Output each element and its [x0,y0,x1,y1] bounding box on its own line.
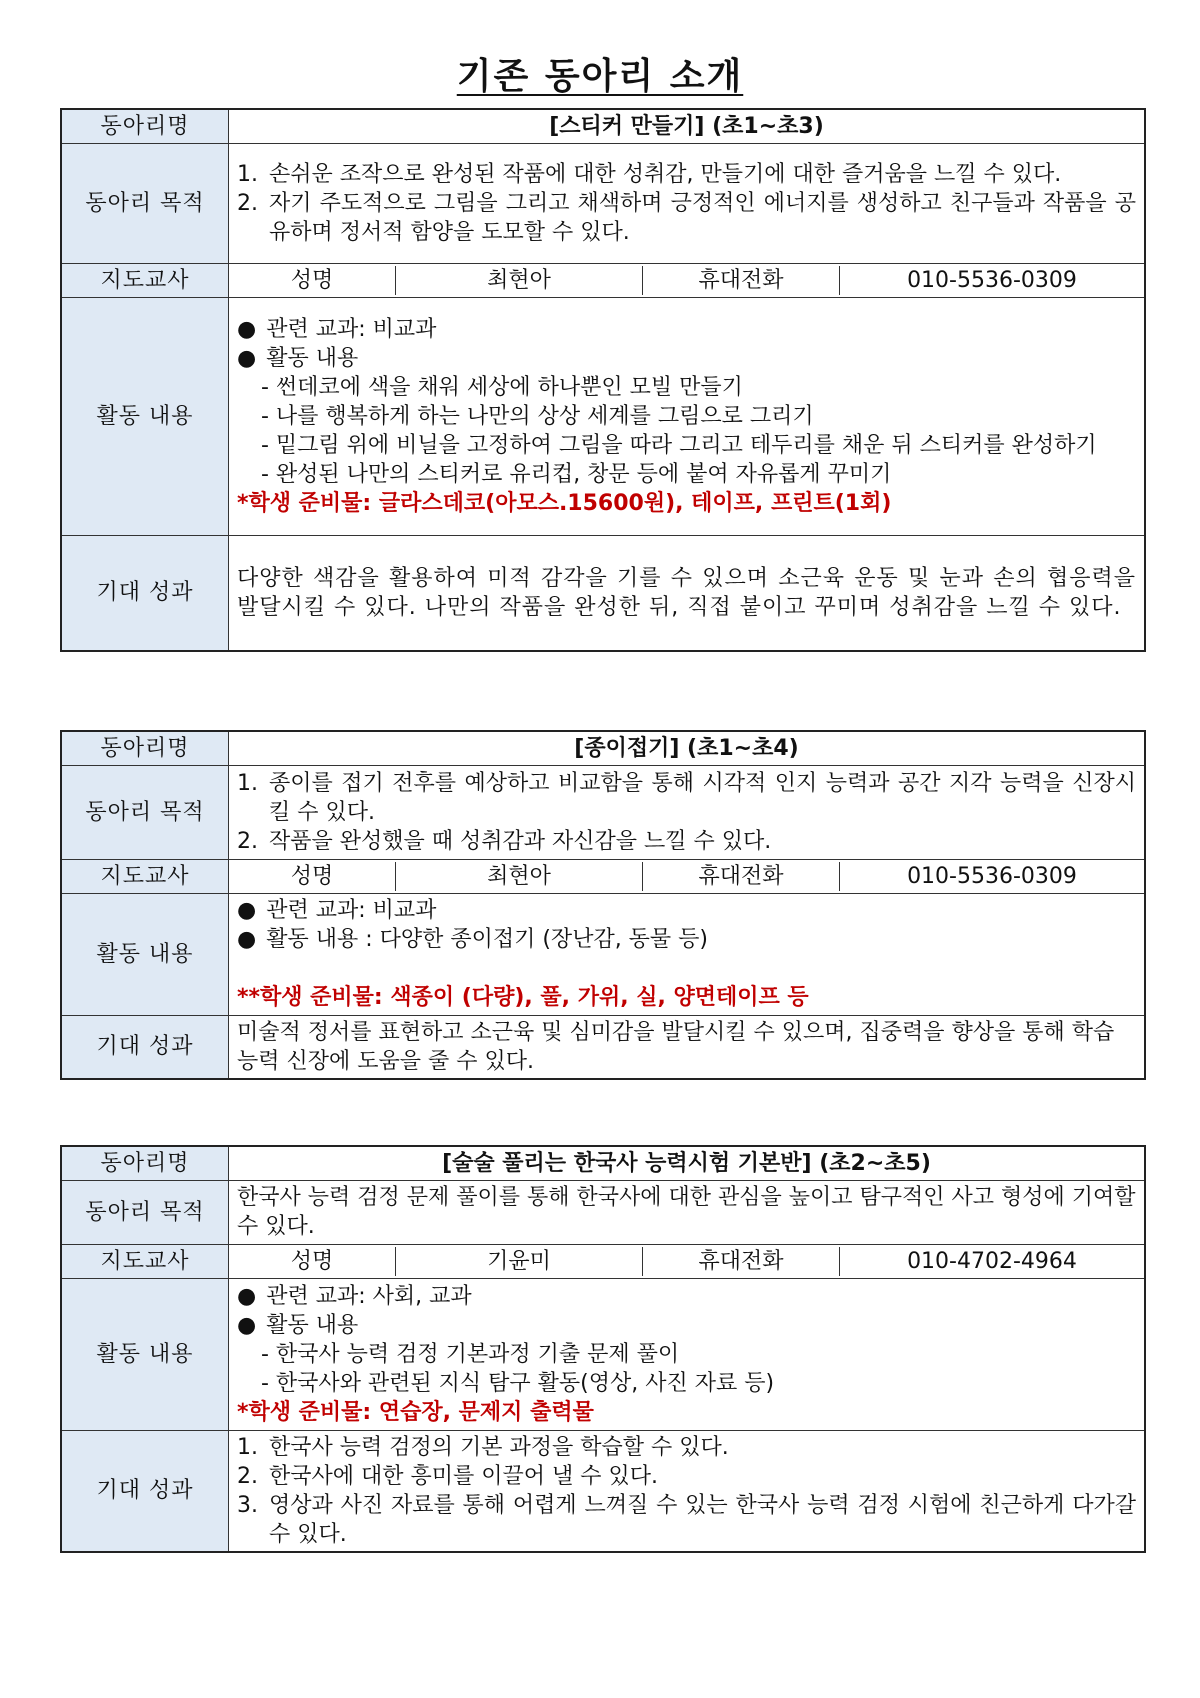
teacher-info [229,1247,1144,1276]
activity-label: 활동 내용 [61,1278,229,1430]
outcome-label: 기대 성과 [61,535,229,651]
activity-heading: ● 활동 내용 [237,1311,1136,1340]
purpose-item: 1. 손쉬운 조작으로 완성된 작품에 대한 성취감, 만들기에 대한 즐거움을 느낄 수 있다. [237,161,1062,187]
outcome-label: 기대 성과 [61,1430,229,1552]
activity-item: - 한국사 능력 검정 기본과정 기출 문제 풀이 [261,1341,680,1367]
teacher-info [229,862,1144,891]
page-title: 기존 동아리 소개 [456,56,744,97]
outcome-item: 1. 한국사 능력 검정의 기본 과정을 학습할 수 있다. [237,1434,729,1460]
subject-line: ● 관련 교과: 사회, 교과 [237,1282,1136,1311]
teacher-name-label: 성명 [290,1248,334,1274]
teacher-name-label: 성명 [290,267,334,293]
supplies-note: *학생 준비물: 연습장, 문제지 출력물 [237,1399,594,1425]
teacher-name: 기윤미 [396,1247,643,1276]
purpose-item: 2. 작품을 완성했을 때 성취감과 자신감을 느낄 수 있다. [237,828,772,854]
club-table-sticker [60,108,1146,652]
club-name: [종이접기] (초1~초4) [229,731,1146,765]
outcome-text: 다양한 색감을 활용하여 미적 감각을 기를 수 있으며 소근육 운동 및 눈과 손의 협응력을 발달시킬 수 있다. 나만의 작품을 완성한 뒤, 직접 붙이고 꾸미며 성취감을 느낄 수 있다. [229,535,1146,651]
teacher-name-label: 성명 [290,863,334,889]
activity-cell [229,893,1146,1015]
purpose-text: 한국사 능력 검정 문제 풀이를 통해 한국사에 대한 관심을 높이고 탐구적인 사고 형성에 기여할 수 있다. [229,1180,1146,1244]
teacher-phone: 010-4702-4964 [840,1247,1145,1276]
supplies-note: **학생 준비물: 색종이 (다량), 풀, 가위, 실, 양면테이프 등 [237,985,809,1010]
purpose-label: 동아리 목적 [61,765,229,859]
purpose-cell [229,765,1146,859]
phone-label: 휴대전화 [643,266,840,295]
purpose-label: 동아리 목적 [61,1180,229,1244]
club-name-label: 동아리명 [61,1146,229,1180]
outcome-item: 3. 영상과 사진 자료를 통해 어렵게 느껴질 수 있는 한국사 능력 검정 시험에 친근하게 다가갈 수 있다. [237,1492,1136,1547]
activity-heading: ● 활동 내용 : 다양한 종이접기 (장난감, 동물 등) [237,925,1136,954]
outcome-cell [229,1430,1146,1552]
teacher-info [229,266,1144,295]
supplies-note: *학생 준비물: 글라스데코(아모스.15600원), 테이프, 프린트(1회) [237,490,892,516]
teacher-phone: 010-5536-0309 [840,266,1145,295]
activity-item: - 나를 행복하게 하는 나만의 상상 세계를 그림으로 그리기 [261,403,814,429]
outcome-label: 기대 성과 [61,1015,229,1079]
phone-label: 휴대전화 [643,862,840,891]
teacher-phone: 010-5536-0309 [840,862,1145,891]
club-table-korean-history [60,1145,1146,1553]
outcome-text: 미술적 정서를 표현하고 소근육 및 심미감을 발달시킬 수 있으며, 집중력을 향상을 통해 학습 능력 신장에 도움을 줄 수 있다. [229,1015,1146,1079]
purpose-label: 동아리 목적 [61,143,229,263]
activity-heading: ● 활동 내용 [237,344,1136,373]
activity-label: 활동 내용 [61,297,229,535]
activity-label: 활동 내용 [61,893,229,1015]
purpose-cell [229,143,1146,263]
teacher-label: 지도교사 [61,263,229,297]
activity-item: - 밑그림 위에 비닐을 고정하여 그림을 따라 그리고 테두리를 채운 뒤 스티커를 완성하기 [261,432,1097,458]
activity-cell [229,297,1146,535]
activity-cell [229,1278,1146,1430]
club-name: [술술 풀리는 한국사 능력시험 기본반] (초2~초5) [229,1146,1146,1180]
club-name-label: 동아리명 [61,731,229,765]
phone-label: 휴대전화 [643,1247,840,1276]
purpose-item: 1. 종이를 접기 전후를 예상하고 비교함을 통해 시각적 인지 능력과 공간 지각 능력을 신장시킬 수 있다. [237,770,1136,825]
activity-item: - 한국사와 관련된 지식 탐구 활동(영상, 사진 자료 등) [261,1370,775,1396]
club-name-label: 동아리명 [61,109,229,143]
club-table-origami [60,730,1146,1080]
activity-item: - 완성된 나만의 스티커로 유리컵, 창문 등에 붙여 자유롭게 꾸미기 [261,461,892,487]
teacher-name: 최현아 [396,266,643,295]
club-name: [스티커 만들기] (초1~초3) [229,109,1146,143]
outcome-item: 2. 한국사에 대한 흥미를 이끌어 낼 수 있다. [237,1463,658,1489]
teacher-label: 지도교사 [61,859,229,893]
activity-item: - 썬데코에 색을 채워 세상에 하나뿐인 모빌 만들기 [261,374,743,400]
subject-line: ● 관련 교과: 비교과 [237,896,1136,925]
teacher-name: 최현아 [396,862,643,891]
subject-line: ● 관련 교과: 비교과 [237,315,1136,344]
teacher-label: 지도교사 [61,1244,229,1278]
purpose-item: 2. 자기 주도적으로 그림을 그리고 채색하며 긍정적인 에너지를 생성하고 친구들과 작품을 공유하며 정서적 함양을 도모할 수 있다. [237,190,1136,245]
